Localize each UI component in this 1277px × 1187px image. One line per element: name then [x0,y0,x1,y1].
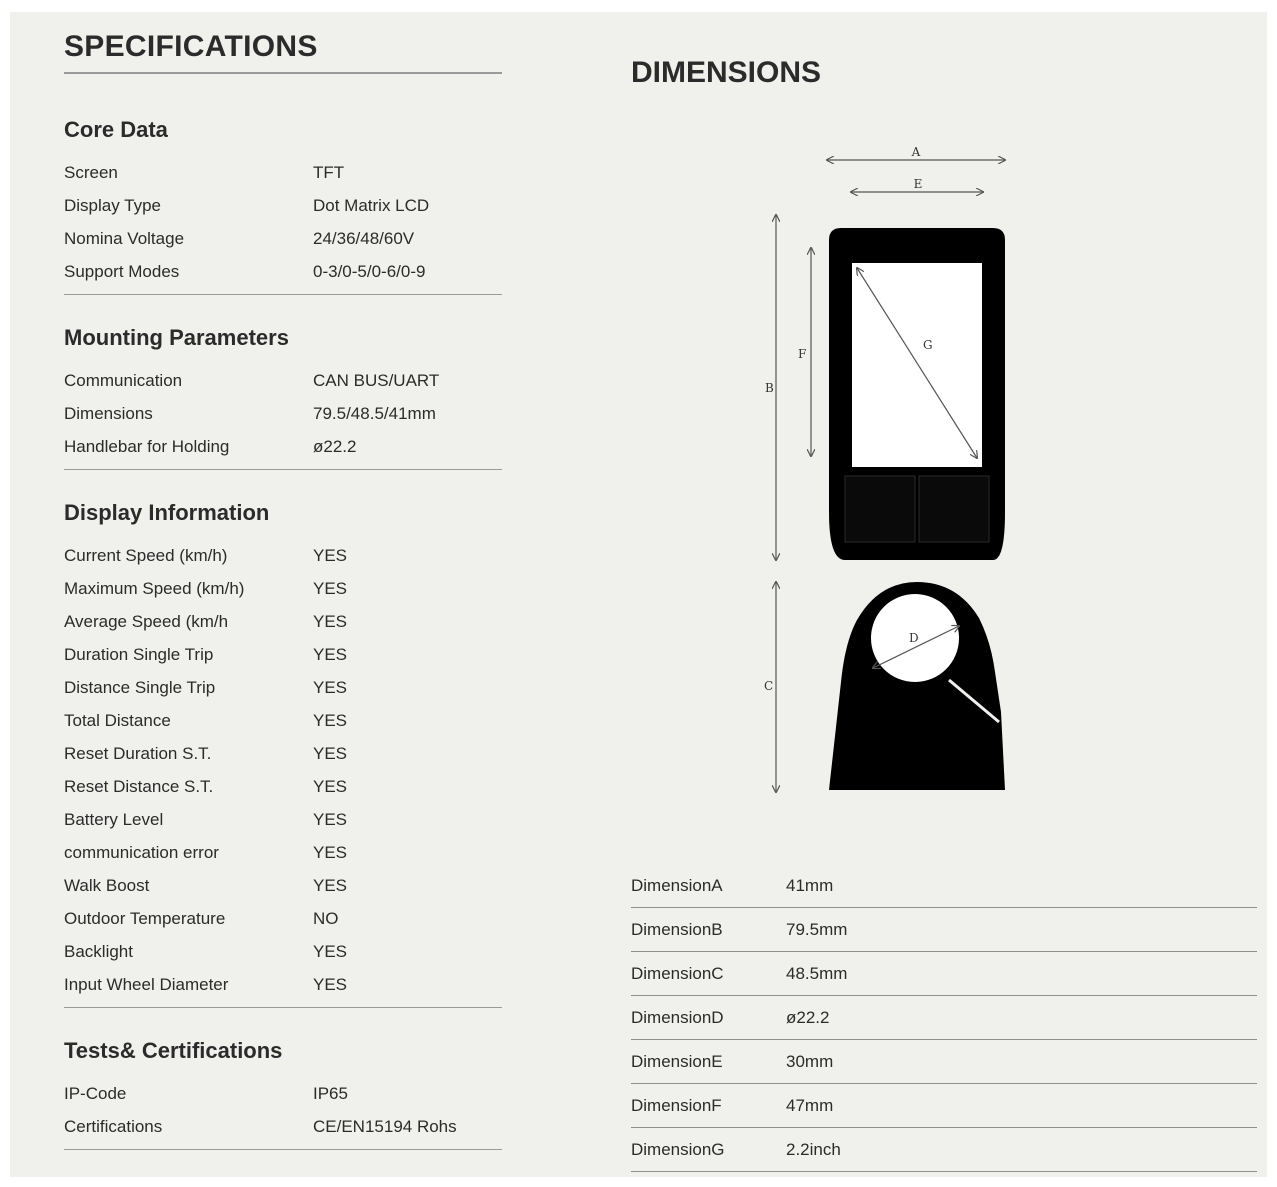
specifications-title: SPECIFICATIONS [64,30,318,63]
spec-label: Reset Distance S.T. [64,776,214,796]
dimension-row [631,864,1257,908]
spec-label: Backlight [64,941,133,961]
spec-row [64,189,502,222]
spec-row [64,222,502,255]
spec-value: YES [313,842,348,862]
spec-label: Communication [64,370,183,390]
spec-label: Total Distance [64,710,171,730]
label-b: B [765,381,774,395]
spec-row [64,255,502,288]
dimension-value: 48.5mm [786,963,848,983]
spec-value: YES [313,710,348,730]
content-panel [10,12,1267,1177]
dimensions-title: DIMENSIONS [631,56,822,90]
spec-value: Dot Matrix LCD [313,195,430,215]
dimension-label: DimensionG [631,1139,725,1159]
section-title: Core Data [64,117,168,142]
dimension-value: ø22.2 [786,1007,830,1027]
display-dimension-diagram [761,142,1021,802]
spec-value: 0-3/0-5/0-6/0-9 [313,261,426,281]
spec-row [64,737,502,770]
spec-label: Dimensions [64,403,153,423]
spec-row [64,803,502,836]
dimension-value: 41mm [786,875,834,895]
spec-value: ø22.2 [313,436,357,456]
section-title: Display Information [64,500,270,525]
display-button-left [845,476,915,542]
specifications-column [64,28,502,1136]
spec-value: YES [313,644,348,664]
section-title: Tests& Certifications [64,1038,283,1063]
spec-label: Outdoor Temperature [64,908,226,928]
spec-label: communication error [64,842,219,862]
spec-row [64,605,502,638]
dimension-row [631,1040,1257,1084]
section-tests-certifications [64,1037,502,1150]
spec-label: Walk Boost [64,875,150,895]
spec-value: YES [313,941,348,961]
spec-value: YES [313,545,348,565]
label-c: C [764,679,774,693]
display-screen [852,263,982,467]
dimension-row [631,1128,1257,1172]
spec-row [64,968,502,1001]
spec-row [64,364,502,397]
spec-value: YES [313,677,348,697]
section-divider [64,1149,502,1150]
section-mounting-parameters [64,324,502,470]
dimension-value: 2.2inch [786,1139,841,1159]
display-button-right [919,476,989,542]
spec-label: Display Type [64,195,162,215]
spec-value: YES [313,809,348,829]
label-e: E [913,177,923,191]
spec-row [64,935,502,968]
spec-value: YES [313,611,348,631]
dimension-row [631,1084,1257,1128]
spec-value: CAN BUS/UART [313,370,440,390]
section-divider [64,294,502,295]
spec-value: TFT [313,162,345,182]
spec-row [64,704,502,737]
dimension-label: DimensionE [631,1051,723,1071]
spec-label: Average Speed (km/h [64,611,229,631]
dimensions-table [631,864,1257,1172]
spec-label: Duration Single Trip [64,644,214,664]
spec-value: YES [313,776,348,796]
spec-row [64,770,502,803]
spec-row [64,671,502,704]
spec-value: 24/36/48/60V [313,228,415,248]
section-divider [64,1007,502,1008]
section-display-information [64,499,502,1008]
dimension-row [631,952,1257,996]
dimension-value: 47mm [786,1095,834,1115]
spec-label: Input Wheel Diameter [64,974,229,994]
spec-value: YES [313,578,348,598]
spec-value: NO [313,908,339,928]
dimension-label: DimensionC [631,963,724,983]
spec-label: Maximum Speed (km/h) [64,578,245,598]
spec-row [64,836,502,869]
spec-value: CE/EN15194 Rohs [313,1116,457,1136]
spec-label: Certifications [64,1116,163,1136]
dimension-value: 79.5mm [786,919,848,939]
spec-row [64,156,502,189]
dimension-row [631,908,1257,952]
label-f: F [798,347,807,361]
spec-label: Battery Level [64,809,164,829]
spec-label: Handlebar for Holding [64,436,230,456]
section-divider [64,469,502,470]
spec-row [64,902,502,935]
spec-value: 79.5/48.5/41mm [313,403,436,423]
spec-row [64,638,502,671]
spec-row [64,397,502,430]
spec-value: YES [313,974,348,994]
spec-row [64,539,502,572]
spec-value: YES [313,743,348,763]
dimension-label: DimensionD [631,1007,724,1027]
dimension-label: DimensionB [631,919,723,939]
spec-row [64,1077,502,1110]
spec-value: YES [313,875,348,895]
section-title: Mounting Parameters [64,325,289,350]
dimension-label: DimensionA [631,875,723,895]
spec-row [64,572,502,605]
title-divider [64,72,502,74]
spec-value: IP65 [313,1083,348,1103]
dimension-row [631,996,1257,1040]
dimension-label: DimensionF [631,1095,722,1115]
label-a: A [911,145,921,159]
spec-label: Distance Single Trip [64,677,216,697]
section-core-data [64,116,502,295]
spec-label: Current Speed (km/h) [64,545,228,565]
dimensions-column [631,12,1257,1177]
spec-label: Nomina Voltage [64,228,185,248]
spec-row [64,869,502,902]
dimension-value: 30mm [786,1051,834,1071]
spec-label: Reset Duration S.T. [64,743,212,763]
label-g: G [923,338,933,352]
spec-label: Support Modes [64,261,180,281]
spec-label: Screen [64,162,118,182]
spec-row [64,1110,502,1143]
spec-row [64,430,502,463]
spec-label: IP-Code [64,1083,127,1103]
label-d: D [909,631,919,645]
